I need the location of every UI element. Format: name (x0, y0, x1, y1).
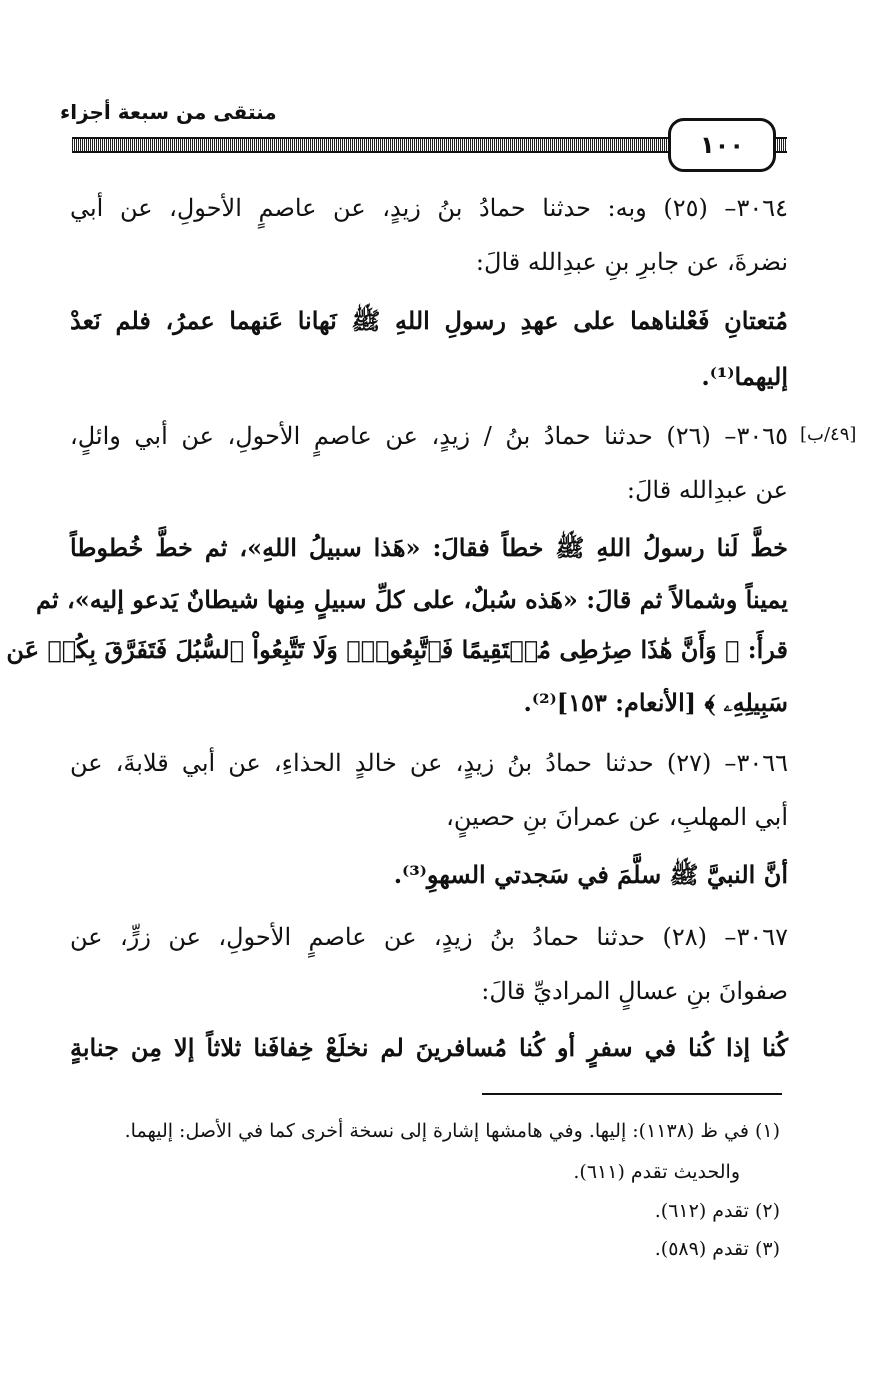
header-rule (72, 137, 677, 153)
hadith-3065-isnad-line-2: عن عبدِالله قالَ: (626, 476, 788, 504)
hadith-3067-matn-line-1: كُنا إذا كُنا في سفرٍ أو كُنا مُسافرينَ لم نخلَعْ خِفافَنا ثلاثاً إلا مِن جنابةٍ (70, 1033, 789, 1062)
hadith-3065-isnad-line-1: ٣٠٦٥– (٢٦) حدثنا حمادُ بنُ / زيدٍ، عن عاصمٍ الأحولِ، عن أبي وائلٍ، (70, 422, 788, 450)
hadith-3064-matn-line-2: إليهما⁽¹⁾. (701, 362, 788, 391)
manuscript-folio-note: [٤٩/ب] (800, 424, 857, 445)
hadith-3066-isnad-line-2: أبي المهلبِ، عن عمرانَ بنِ حصينٍ، (446, 803, 788, 831)
footnote-1: (١) في ظ (١١٣٨): إليها. وفي هامشها إشارة إلى نسخة أخرى كما في الأصل: إليهما. (124, 1120, 780, 1142)
hadith-3065-matn-line-4: سَبِيلِهِۦ ﴾ [الأنعام: ١٥٣]⁽²⁾. (523, 688, 788, 717)
hadith-3064-isnad-line-2: نضرةَ، عن جابرِ بنِ عبدِالله قالَ: (475, 248, 788, 276)
hadith-3066-matn-line-1: أنَّ النبيَّ ﷺ سلَّمَ في سَجدتي السهوِ⁽³⁾. (393, 860, 788, 889)
hadith-3065-matn-line-3: قرأَ: ﴿ وَأَنَّ هَٰذَا صِرَٰطِى مُسۡتَقِيمًا فَٱتَّبِعُوهُۖ وَلَا تَتَّبِعُواْ ٱلسُّبُلَ فَتَفَرَّقَ بِكُمۡ عَن (6, 635, 788, 664)
page-number: ١٠٠ (668, 118, 776, 172)
footnote-3: (٣) تقدم (٥٨٩). (654, 1238, 780, 1260)
footnote-2: (٢) تقدم (٦١٢). (654, 1200, 780, 1222)
hadith-3066-isnad-line-1: ٣٠٦٦– (٢٧) حدثنا حمادُ بنُ زيدٍ، عن خالدٍ الحذاءِ، عن أبي قلابةَ، عن (70, 749, 788, 777)
hadith-3065-matn-line-1: خطَّ لَنا رسولُ اللهِ ﷺ خطاً فقالَ: «هَذا سبيلُ اللهِ»، ثم خطَّ خُطوطاً (70, 533, 788, 562)
footnote-separator (482, 1093, 782, 1095)
hadith-3065-matn-line-2: يميناً وشمالاً ثم قالَ: «هَذه سُبلٌ، على كلِّ سبيلٍ مِنها شيطانٌ يَدعو إليه»، ثم (36, 585, 788, 614)
footnote-1-continuation: والحديث تقدم (٦١١). (573, 1161, 740, 1183)
hadith-3067-isnad-line-2: صفوانَ بنِ عسالٍ المراديِّ قالَ: (481, 977, 788, 1005)
running-title: منتقى من سبعة أجزاء (60, 100, 277, 124)
hadith-3064-matn-line-1: مُتعتانِ فَعْلناهما على عهدِ رسولِ اللهِ ﷺ نَهانا عَنهما عمرُ، فلم نَعدْ (70, 306, 788, 335)
hadith-3064-isnad-line-1: ٣٠٦٤– (٢٥) وبه: حدثنا حمادُ بنُ زيدٍ، عن عاصمٍ الأحولِ، عن أبي (70, 194, 788, 222)
hadith-3067-isnad-line-1: ٣٠٦٧– (٢٨) حدثنا حمادُ بنُ زيدٍ، عن عاصمٍ الأحولِ، عن زرٍّ، عن (70, 923, 788, 951)
